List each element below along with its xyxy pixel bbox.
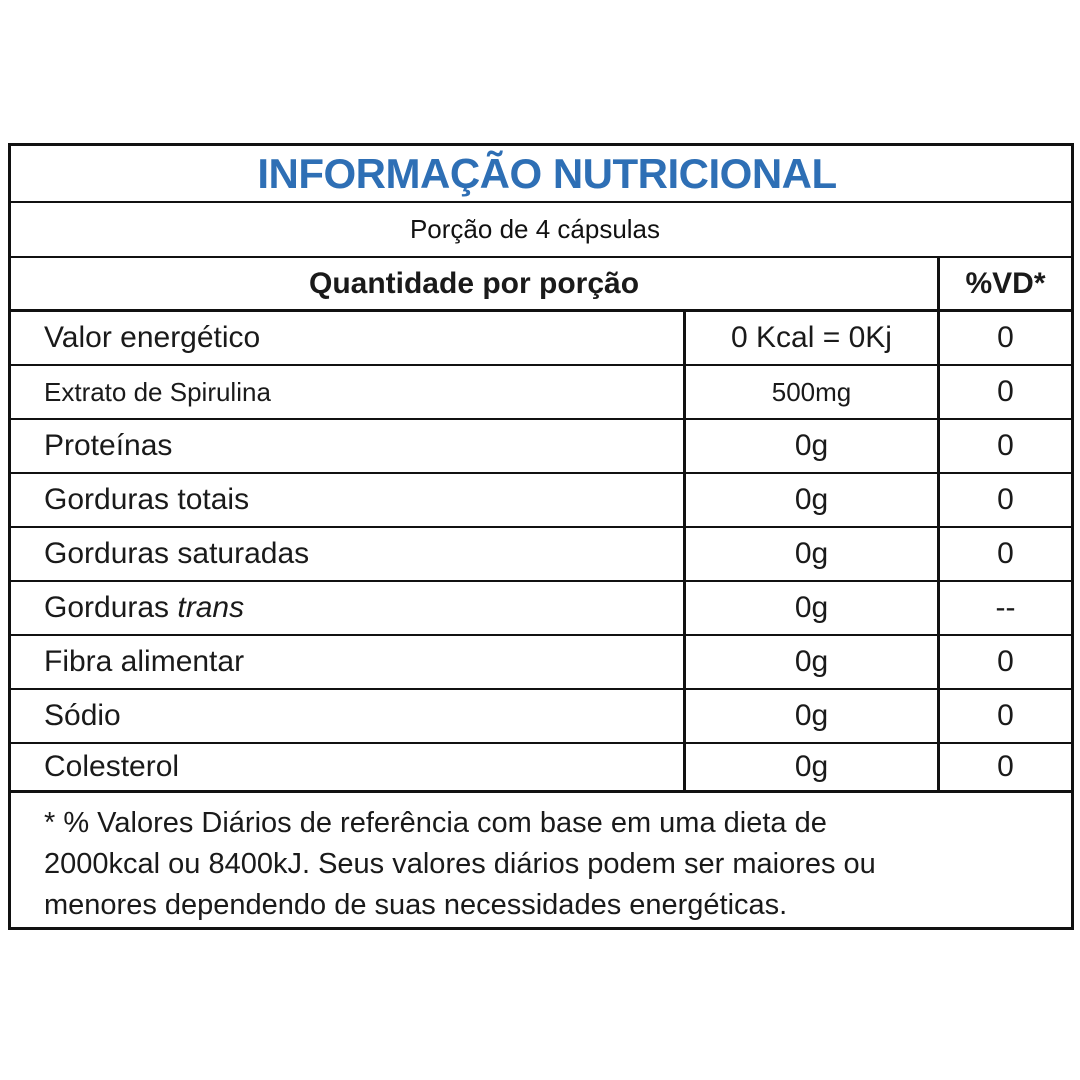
table-row <box>11 366 1071 420</box>
nutrient-name: Gorduras saturadas <box>44 537 310 570</box>
nutrient-name <box>11 582 683 634</box>
footnote-line: 2000kcal ou 8400kJ. Seus valores diários podem ser maiores ou <box>44 848 876 880</box>
nutrient-amount: 0g <box>683 744 937 790</box>
nutrient-name: Valor energético <box>44 321 261 354</box>
nutrient-vd: 0 <box>937 312 1071 364</box>
table-row <box>11 420 1071 474</box>
table-row <box>11 528 1071 582</box>
nutrient-amount: 0g <box>683 582 937 634</box>
nutrient-vd: 0 <box>937 474 1071 526</box>
nutrient-vd: 0 <box>937 690 1071 742</box>
nutrient-vd: 0 <box>937 528 1071 580</box>
table-row <box>11 312 1071 366</box>
nutrition-facts-table <box>8 143 1074 930</box>
table-row <box>11 582 1071 636</box>
nutrient-name: Colesterol <box>44 750 180 783</box>
table-title: INFORMAÇÃO NUTRICIONAL <box>257 149 837 197</box>
nutrient-amount: 0g <box>683 636 937 688</box>
nutrient-name-italic: trans <box>177 591 245 624</box>
nutrient-name: Sódio <box>44 699 121 732</box>
title-row <box>11 146 1071 203</box>
header-row <box>11 258 1071 312</box>
table-row <box>11 474 1071 528</box>
nutrient-amount: 0 Kcal = 0Kj <box>683 312 937 364</box>
footnote-line: menores dependendo de suas necessidades energéticas. <box>44 889 788 921</box>
serving-row <box>11 203 1071 258</box>
nutrient-vd: -- <box>937 582 1071 634</box>
nutrient-amount: 0g <box>683 474 937 526</box>
vd-header: %VD* <box>937 258 1071 309</box>
nutrient-name: Gorduras totais <box>44 483 250 516</box>
nutrient-name: Fibra alimentar <box>44 645 245 678</box>
table-row <box>11 636 1071 690</box>
nutrient-name: Extrato de Spirulina <box>44 376 271 407</box>
nutrient-vd: 0 <box>937 420 1071 472</box>
nutrient-name-prefix: Gorduras <box>44 591 178 624</box>
quantity-header: Quantidade por porção <box>308 266 640 300</box>
serving-size: Porção de 4 cápsulas <box>409 214 661 244</box>
nutrient-vd: 0 <box>937 636 1071 688</box>
nutrient-amount: 0g <box>683 528 937 580</box>
nutrient-amount: 0g <box>683 690 937 742</box>
nutrient-vd: 0 <box>937 744 1071 790</box>
footnote-line: * % Valores Diários de referência com base em uma dieta de <box>44 807 827 839</box>
table-row <box>11 744 1071 793</box>
table-row <box>11 690 1071 744</box>
nutrient-amount: 500mg <box>683 366 937 418</box>
footnote <box>11 793 1071 926</box>
nutrient-amount: 0g <box>683 420 937 472</box>
nutrient-name: Proteínas <box>44 429 173 462</box>
nutrient-vd: 0 <box>937 366 1071 418</box>
